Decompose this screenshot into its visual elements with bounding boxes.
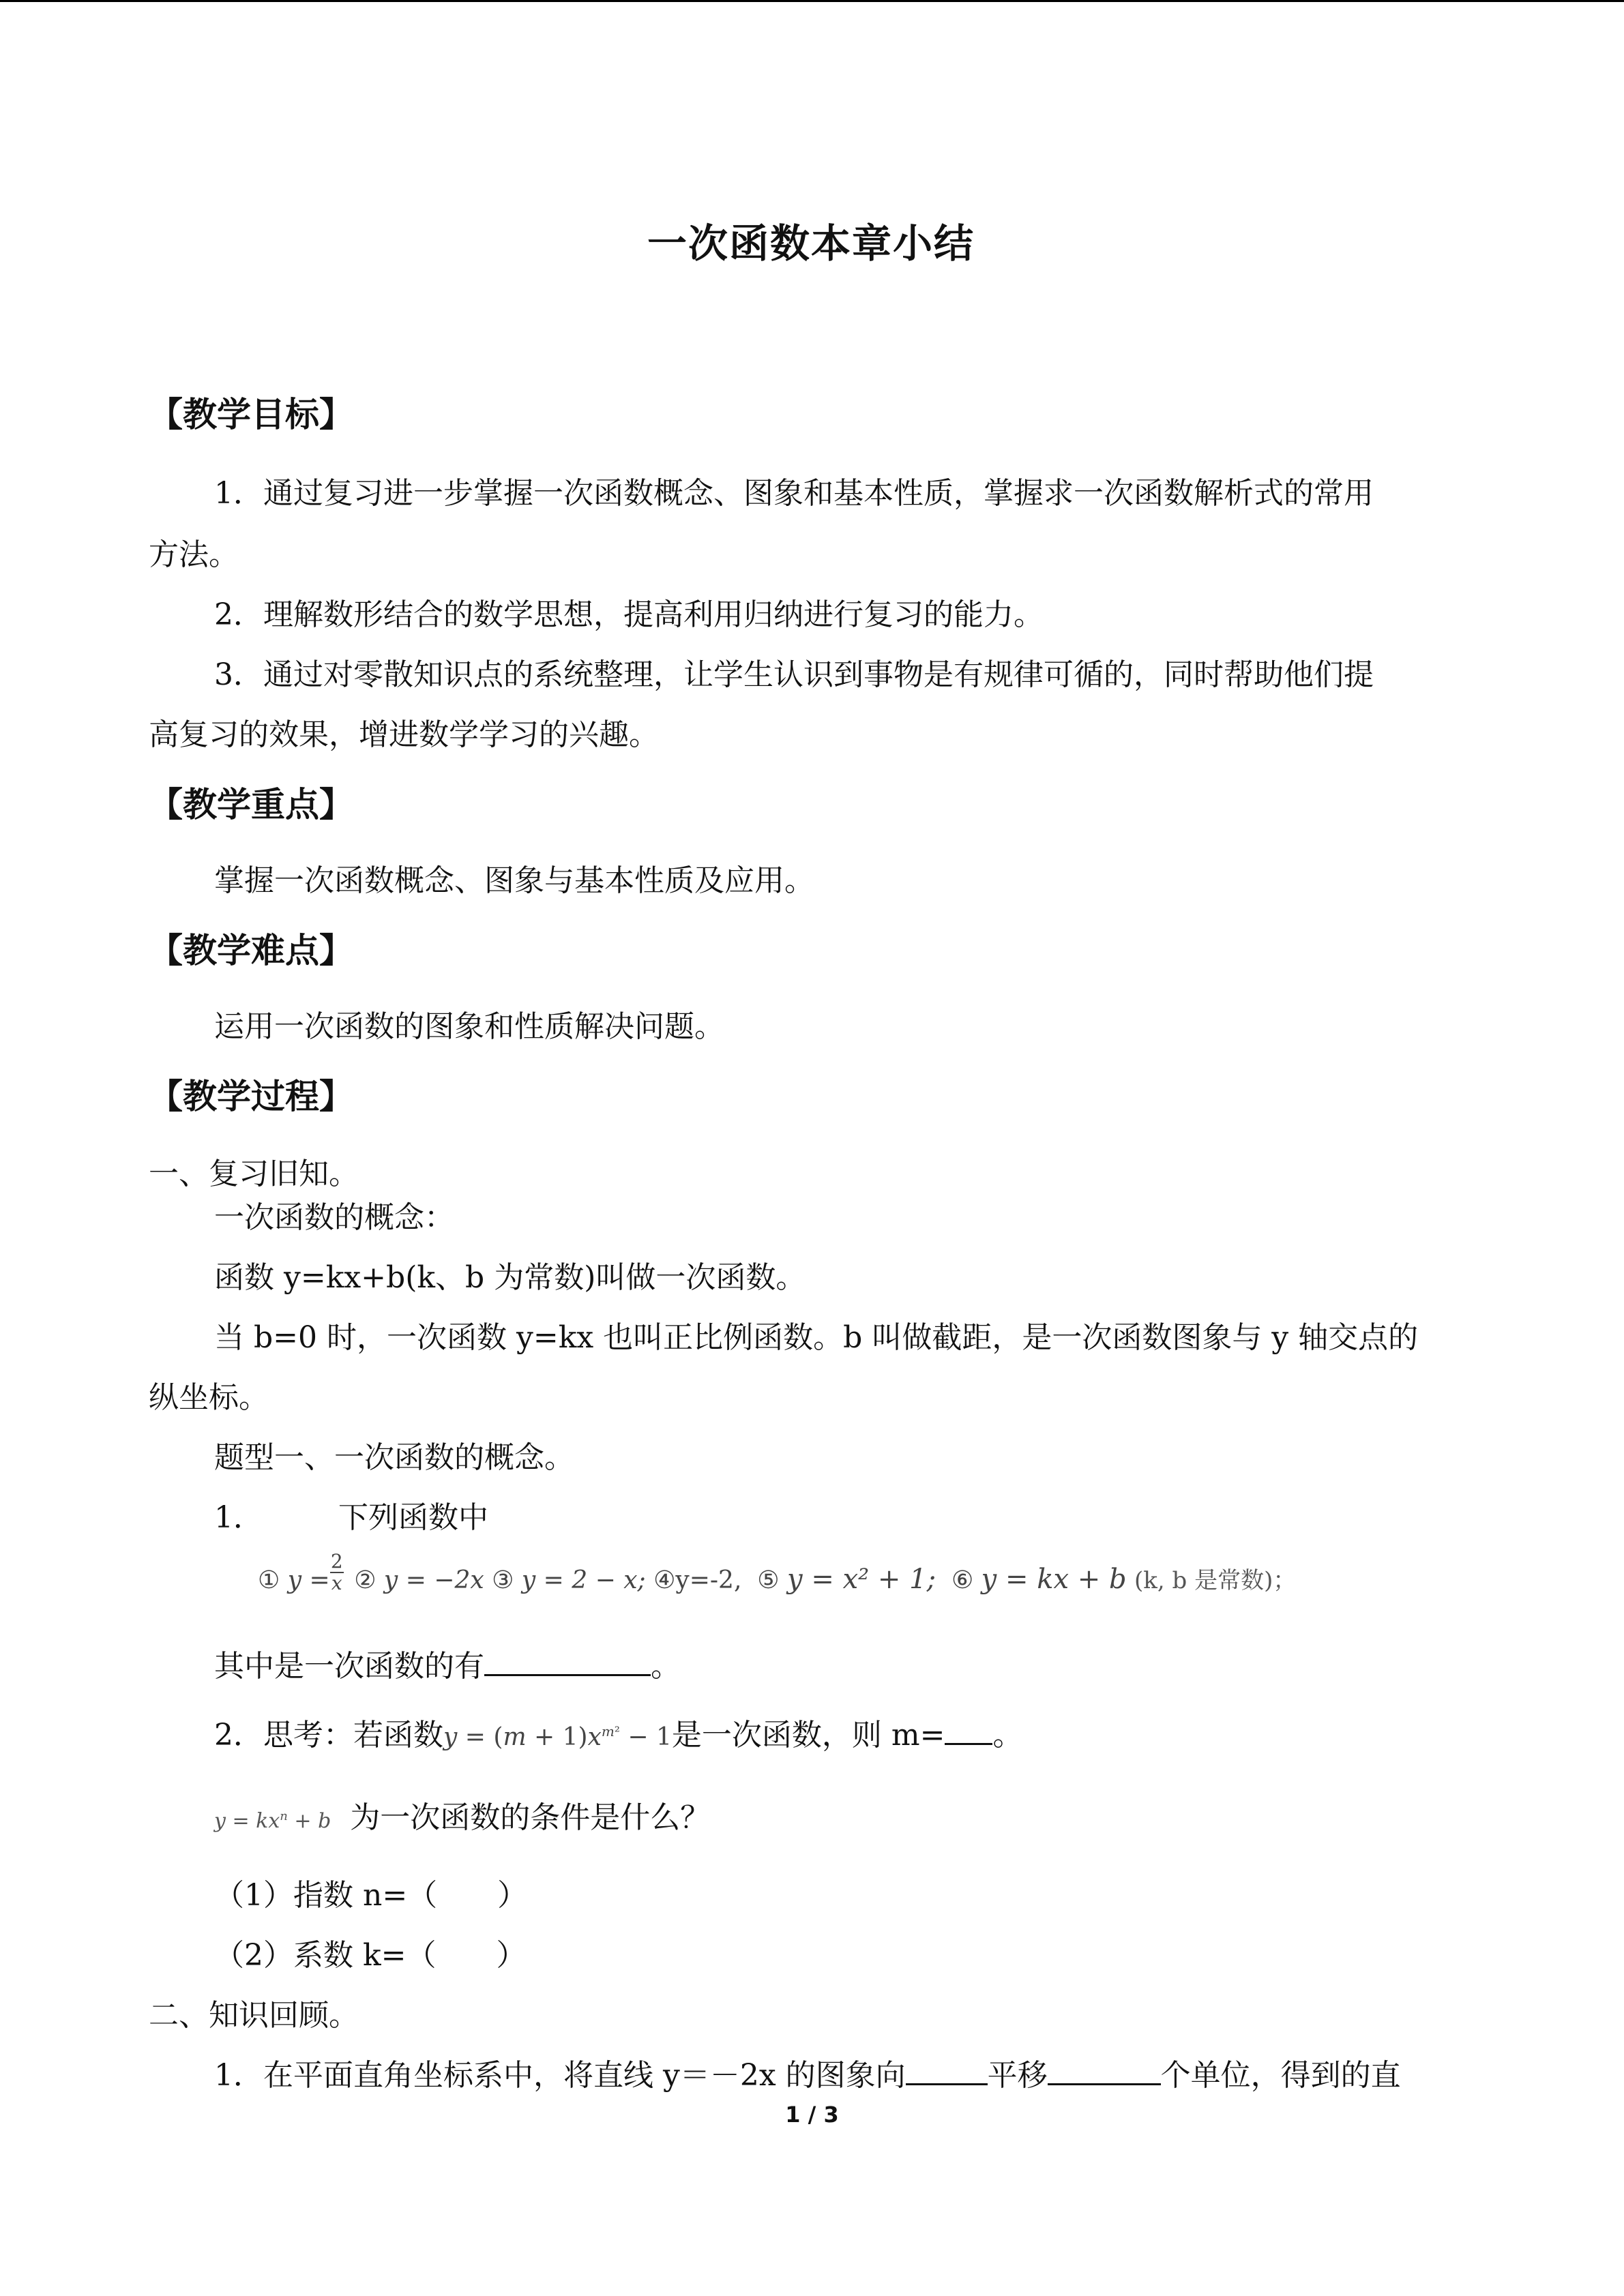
question-2-suffix: 是一次函数，则 m= xyxy=(671,1718,945,1753)
goal-3-line-1: 3．通过对零散知识点的系统整理，让学生认识到事物是有规律可循的，同时帮助他们提 xyxy=(214,657,1374,692)
formula-5-number: ⑤ xyxy=(757,1566,780,1594)
heading-difficulty: 【教学难点】 xyxy=(149,931,353,970)
formula-3: y = 2 − x; xyxy=(521,1566,646,1594)
question-2-blank[interactable] xyxy=(945,1714,992,1745)
page-title: 一次函数本章小结 xyxy=(647,220,975,267)
review-1-part-b: 平移 xyxy=(987,2058,1048,2093)
question-2-prefix: 2．思考：若函数 xyxy=(214,1718,443,1753)
formula-2: y = −2x xyxy=(383,1566,484,1594)
top-border xyxy=(0,0,1624,2)
difficulty-text: 运用一次函数的图象和性质解决问题。 xyxy=(214,1009,724,1044)
review-1-blank-direction[interactable] xyxy=(906,2055,988,2085)
goal-2: 2．理解数形结合的数学思想，提高利用归纳进行复习的能力。 xyxy=(214,597,1044,632)
goal-3-line-2: 高复习的效果，增进数学学习的兴趣。 xyxy=(149,717,659,752)
formula-4: y=-2, xyxy=(675,1566,742,1594)
condition-2: （2）系数 k=（ ） xyxy=(214,1938,527,1973)
review-1 xyxy=(214,2046,1401,2106)
review-1-part-c: 个单位，得到的直 xyxy=(1160,2058,1401,2093)
question-2-end: 。 xyxy=(992,1718,1023,1753)
heading-goals: 【教学目标】 xyxy=(149,395,353,434)
formula-4-number: ④ xyxy=(653,1566,676,1594)
review-1-blank-units[interactable] xyxy=(1048,2055,1161,2085)
b-zero-line-1: 当 b=0 时，一次函数 y=kx 也叫正比例函数。b 叫做截距，是一次函数图象与 y 轴交点的 xyxy=(214,1320,1419,1355)
heading-key-points: 【教学重点】 xyxy=(149,785,353,824)
question-1-text: 下列函数中 xyxy=(338,1500,488,1535)
page-number: 1 / 3 xyxy=(785,2102,839,2128)
b-zero-line-2: 纵坐标。 xyxy=(149,1380,269,1415)
goal-1-line-2: 方法。 xyxy=(149,537,239,572)
formula-6-number: ⑥ xyxy=(951,1566,974,1594)
part-2-title: 二、知识回顾。 xyxy=(149,1998,359,2033)
formula-2-number: ② xyxy=(354,1566,377,1594)
key-points-text: 掌握一次函数概念、图象与基本性质及应用。 xyxy=(214,863,814,898)
formula-6: y = kx + b xyxy=(981,1564,1127,1595)
question-1 xyxy=(214,1488,488,1548)
condition-1: （1）指数 n=（ ） xyxy=(214,1878,528,1913)
question-1-answer-prefix: 其中是一次函数的有 xyxy=(214,1649,484,1684)
condition-question xyxy=(214,1787,710,1851)
review-1-part-a: 1．在平面直角坐标系中，将直线 y＝－2x 的图象向 xyxy=(214,2058,906,2093)
formula-1-number: ① xyxy=(258,1566,280,1594)
formula-3-number: ③ xyxy=(492,1566,514,1594)
condition-text: 为一次函数的条件是什么？ xyxy=(350,1800,711,1835)
formula-6-note: (k, b 是常数)； xyxy=(1134,1567,1297,1594)
formula-5: y = x² + 1; xyxy=(787,1564,936,1595)
heading-process: 【教学过程】 xyxy=(149,1077,353,1116)
type-1-title: 题型一、一次函数的概念。 xyxy=(214,1440,574,1475)
question-1-number: 1． xyxy=(214,1500,263,1535)
question-1-answer xyxy=(214,1637,681,1697)
goal-1-line-1: 1．通过复习进一步掌握一次函数概念、图象和基本性质，掌握求一次函数解析式的常用 xyxy=(214,476,1374,511)
question-2-formula: $y = (m + 1)x^{m^2} - 1$ xyxy=(443,1723,672,1751)
question-2 xyxy=(214,1701,1022,1768)
question-1-answer-suffix: 。 xyxy=(651,1649,681,1684)
concept-label: 一次函数的概念： xyxy=(214,1200,454,1235)
condition-formula: $y = kx^n + b$ xyxy=(214,1809,331,1833)
concept-definition: 函数 y=kx+b(k、b 为常数)叫做一次函数。 xyxy=(214,1260,806,1295)
formula-1: y = 2 x xyxy=(287,1550,343,1594)
question-1-formulas xyxy=(258,1550,1297,1595)
question-1-blank[interactable] xyxy=(484,1645,651,1676)
part-1-title: 一、复习旧知。 xyxy=(149,1157,359,1191)
